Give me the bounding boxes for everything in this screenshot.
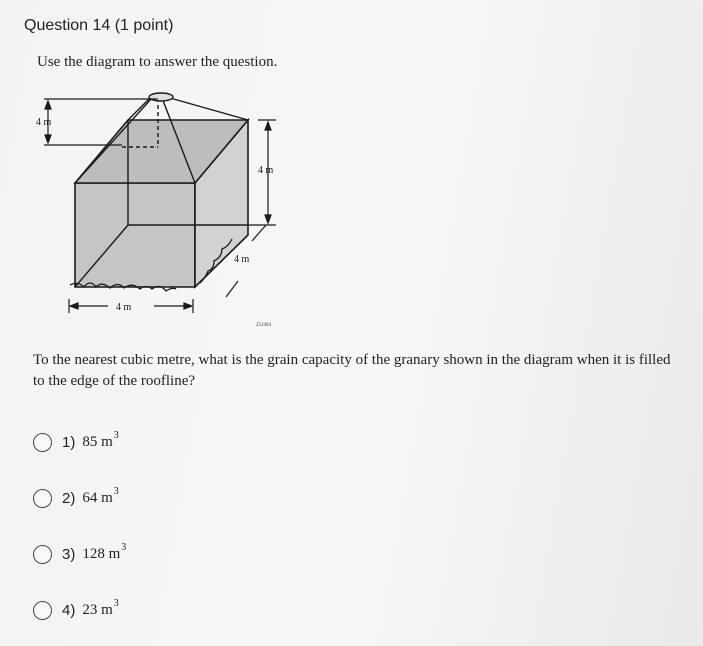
front-face — [75, 183, 195, 287]
radio-button[interactable] — [33, 545, 52, 564]
question-text: To the nearest cubic metre, what is the grain capacity of the granary shown in the diagram when it is filled to the edge of the roofline? — [33, 352, 671, 389]
height-label: 4 m — [258, 165, 274, 176]
option-value: 23 m — [82, 601, 113, 618]
option-number: 1) — [62, 433, 76, 451]
option-2[interactable] — [33, 485, 119, 511]
option-number: 4) — [62, 601, 76, 619]
radio-button[interactable] — [33, 433, 52, 452]
option-exponent: 3 — [113, 429, 119, 441]
option-exponent: 3 — [113, 597, 119, 609]
option-value: 128 m — [82, 545, 121, 562]
roof-cap — [149, 93, 173, 101]
granary-diagram — [30, 85, 300, 335]
question-instruction: Use the diagram to answer the question. — [37, 54, 278, 70]
option-number: 2) — [62, 489, 76, 507]
depth-label: 4 m — [234, 254, 250, 265]
option-exponent: 3 — [113, 485, 119, 497]
option-number: 3) — [62, 545, 76, 563]
option-3[interactable] — [33, 541, 126, 567]
radio-button[interactable] — [33, 489, 52, 508]
option-value: 85 m — [82, 433, 113, 450]
width-label: 4 m — [116, 302, 132, 313]
option-1[interactable] — [33, 429, 119, 455]
question-header: Question 14 (1 point) — [24, 17, 174, 34]
diagram-code: 251904 — [256, 323, 271, 328]
radio-button[interactable] — [33, 601, 52, 620]
option-exponent: 3 — [121, 541, 127, 553]
option-value: 64 m — [82, 489, 113, 506]
roof-height-label: 4 m — [36, 117, 52, 128]
option-4[interactable] — [33, 597, 119, 623]
